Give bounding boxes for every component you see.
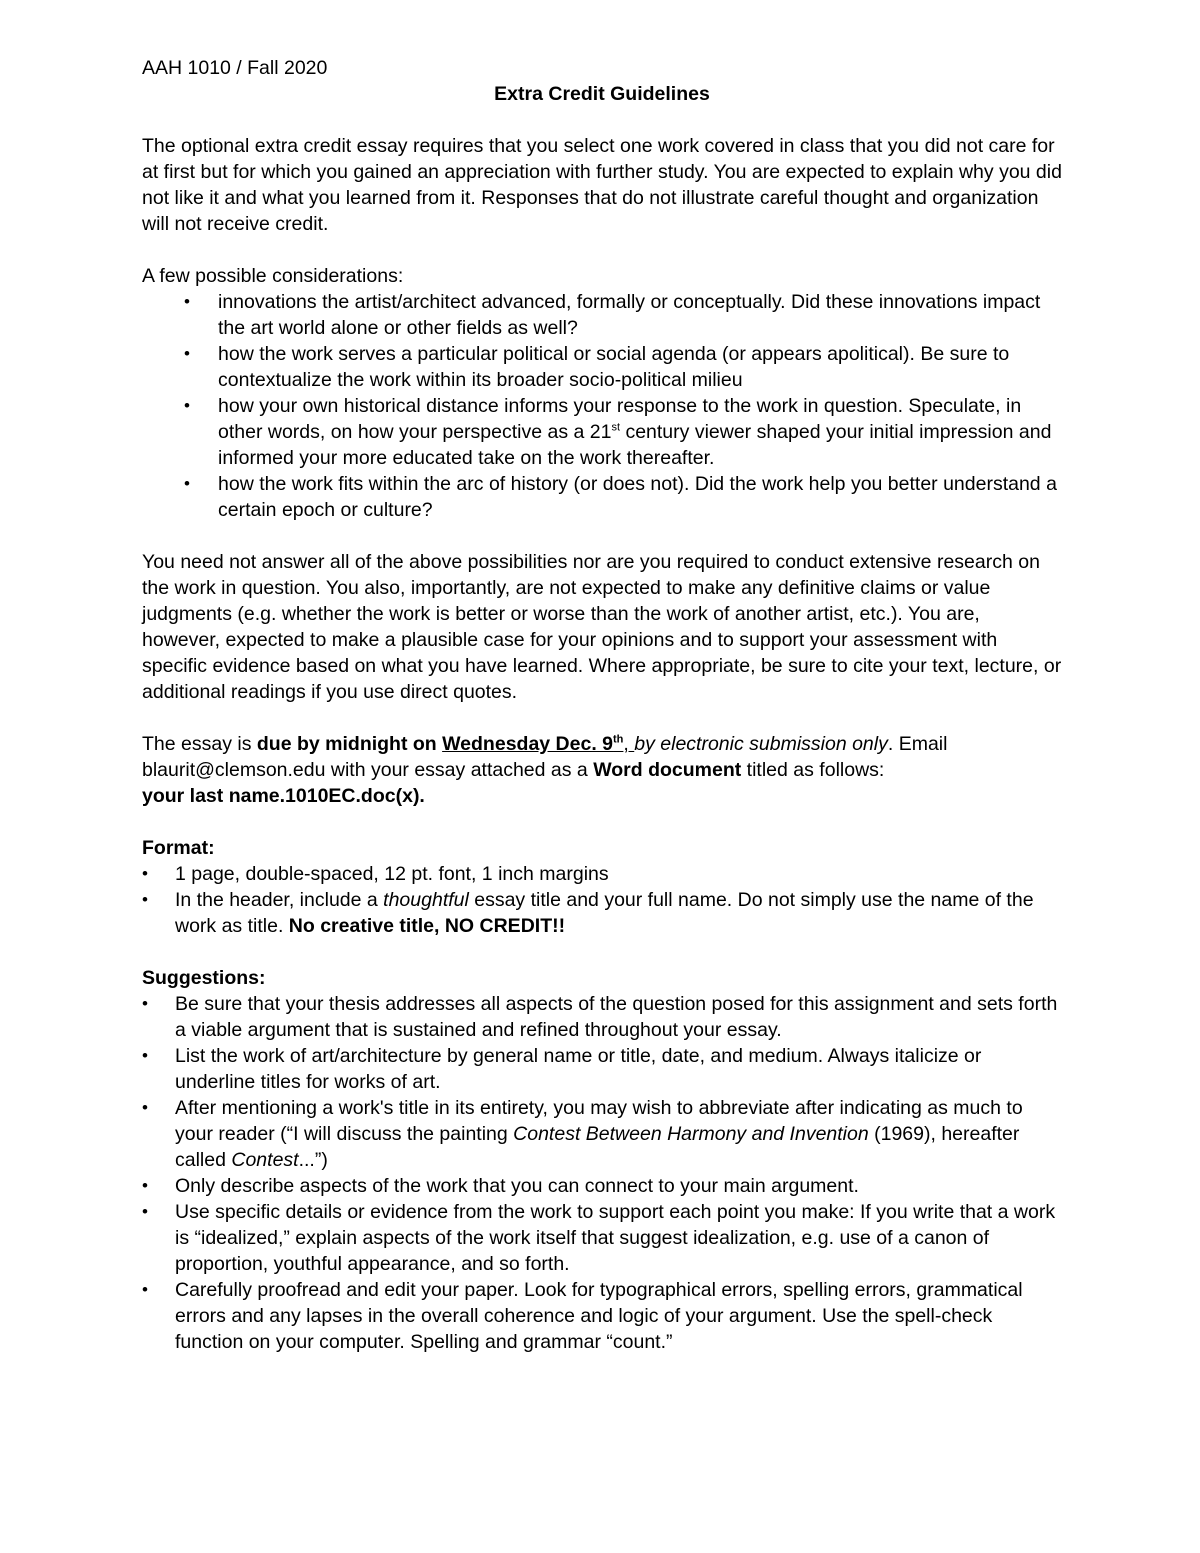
list-item: • Be sure that your thesis addresses all aspects of the question posed for this assignment and sets forth a viable argument that is sustained and refined throughout your essay. — [142, 993, 1058, 1041]
format-heading: Format: — [142, 837, 215, 859]
bullet-icon: • — [142, 1176, 148, 1195]
bullet-icon: • — [142, 1202, 148, 1221]
due-date: Wednesday Dec. 9th — [442, 733, 624, 755]
body-paragraph: You need not answer all of the above possibilities nor are you required to conduct extensive research on the work in question. You also, importantly, are not expected to make any definitive claims or value judgments (e.g. whether the work is better or worse than the work of another artist, etc.). You are, however, expected to make a plausible case for your opinions and to support your assessment with specific evidence based on what you have learned. Where appropriate, be sure to cite your text, lecture, or additional readings if you use direct quotes. — [142, 551, 1062, 703]
suggestions-list — [142, 991, 1062, 1355]
bullet-icon: • — [142, 1280, 148, 1299]
considerations-list — [142, 289, 1062, 523]
list-item: • how your own historical distance informs your response to the work in question. Speculate, in other words, on how your perspective as a 21st century viewer shaped your initial impression and informed your more educated take on the work thereafter. — [184, 395, 1052, 469]
bullet-icon: • — [142, 890, 148, 909]
list-item: • how the work serves a particular political or social agenda (or appears apolitical). Be sure to contextualize the work within its broader socio-political milieu — [184, 343, 1010, 391]
document-body — [142, 55, 1062, 1355]
list-item: • Use specific details or evidence from the work to support each point you make: If you write that a work is “idealized,” explain aspects of the work itself that suggest idealization, e.g. use of a canon of proportion, youthful appearance, and so forth. — [142, 1201, 1056, 1275]
bullet-icon: • — [184, 396, 190, 415]
suggestions-heading: Suggestions: — [142, 967, 266, 989]
list-item: • List the work of art/architecture by general name or title, date, and medium. Always italicize or underline titles for works of art. — [142, 1045, 982, 1093]
bullet-icon: • — [142, 994, 148, 1013]
list-item: • After mentioning a work's title in its entirety, you may wish to abbreviate after indicating as much to your reader (“I will discuss the painting Contest Between Harmony and Invention (1969), hereafter called Contest...”) — [142, 1097, 1023, 1171]
list-item: • Only describe aspects of the work that you can connect to your main argument. — [142, 1175, 859, 1197]
format-list — [142, 861, 1062, 939]
bullet-icon: • — [184, 344, 190, 363]
filename-format: your last name.1010EC.doc(x). — [142, 785, 425, 807]
list-item: • innovations the artist/architect advanced, formally or conceptually. Did these innovations impact the art world alone or other fields as well? — [184, 291, 1041, 339]
considerations-heading: A few possible considerations: — [142, 265, 404, 287]
bullet-icon: • — [184, 474, 190, 493]
list-item: • Carefully proofread and edit your paper. Look for typographical errors, spelling errors, grammatical errors and any lapses in the overall coherence and logic of your argument. Use the spell-check function on your computer. Spelling and grammar “count.” — [142, 1279, 1023, 1353]
bullet-icon: • — [142, 864, 148, 883]
list-item: • 1 page, double-spaced, 12 pt. font, 1 inch margins — [142, 863, 609, 885]
list-item: • In the header, include a thoughtful essay title and your full name. Do not simply use the name of the work as title. No creative title, NO CREDIT!! — [142, 889, 1034, 937]
bullet-icon: • — [142, 1098, 148, 1117]
list-item: • how the work fits within the arc of history (or does not). Did the work help you better understand a certain epoch or culture? — [184, 473, 1057, 521]
due-paragraph: The essay is due by midnight on Wednesday Dec. 9th, by electronic submission only. Email blaurit@clemson.edu with your essay attached as a Word document titled as follows: your last name.1010EC.doc(x). — [142, 733, 948, 807]
document-title: Extra Credit Guidelines — [494, 83, 710, 105]
course-header: AAH 1010 / Fall 2020 — [142, 57, 328, 79]
intro-paragraph: The optional extra credit essay requires that you select one work covered in class that you did not care for at first but for which you gained an appreciation with further study. You are expected to explain why you did not like it and what you learned from it. Responses that do not illustrate careful thought and organization will not receive credit. — [142, 135, 1062, 235]
bullet-icon: • — [184, 292, 190, 311]
bullet-icon: • — [142, 1046, 148, 1065]
